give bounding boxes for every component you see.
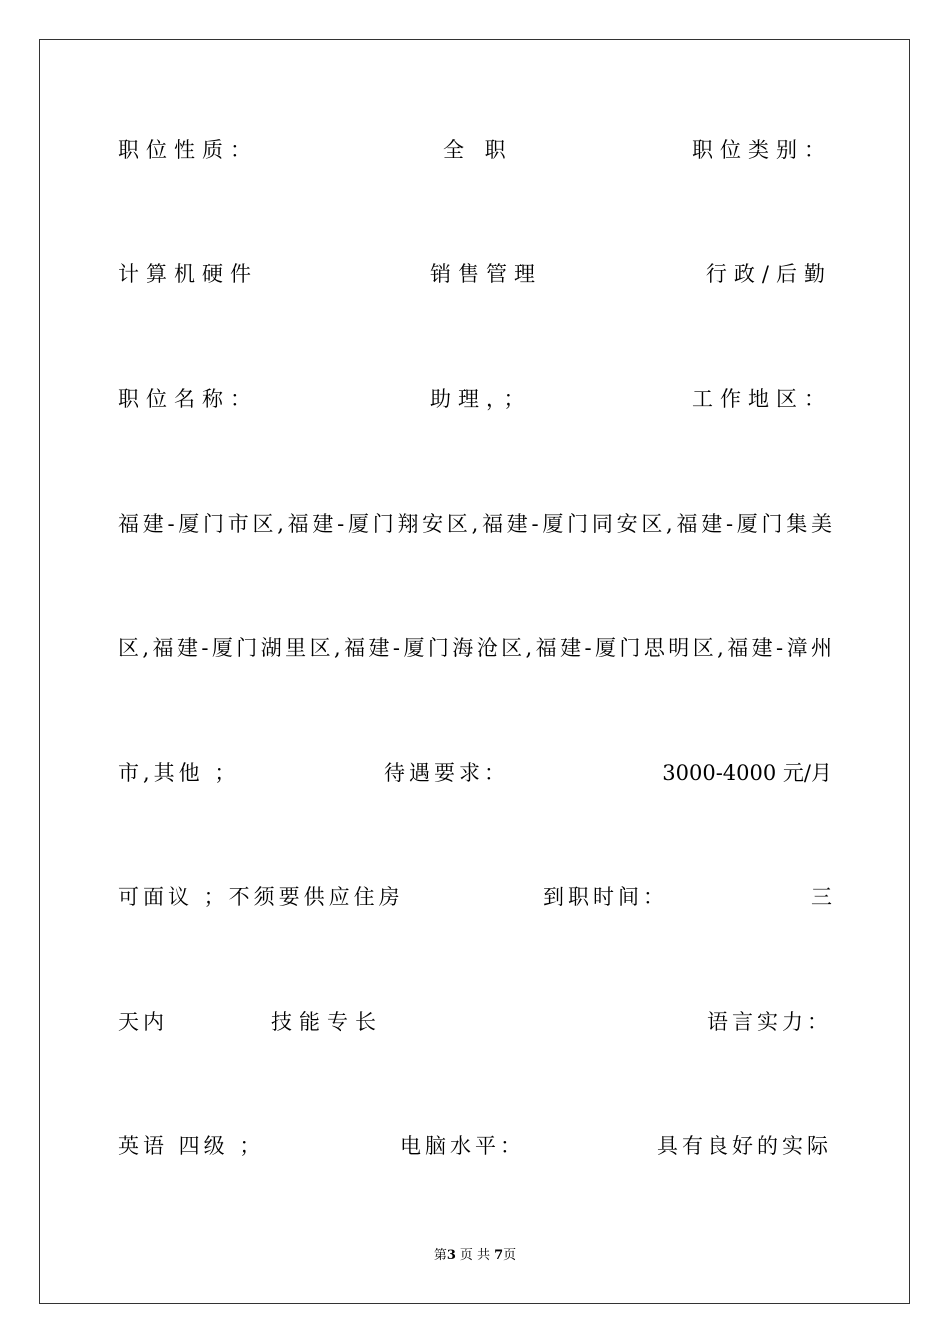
field-label: 电脑水平： xyxy=(400,1134,525,1158)
field-value: 销售管理 xyxy=(430,262,542,286)
field-value: 区,福建-厦门湖里区,福建-厦门海沧区,福建-厦门思明区,福建-漳州 xyxy=(118,636,832,660)
field-label: 语言实力： xyxy=(707,1010,832,1034)
field-value: 全 职 xyxy=(443,138,513,162)
field-label: 到职时间： xyxy=(543,885,668,909)
text-line xyxy=(118,882,832,912)
page-prefix: 第 xyxy=(433,1248,447,1263)
field-value: 市,其他 ； xyxy=(118,761,240,785)
field-value: 助理，； xyxy=(430,387,532,411)
page-suffix: 页 xyxy=(503,1248,517,1263)
field-value: 3000-4000 元/月 xyxy=(662,761,832,785)
field-value: 具有良好的实际 xyxy=(657,1134,832,1158)
field-value: 行政/后勤 xyxy=(705,262,832,286)
text-line xyxy=(118,1131,832,1161)
field-value: 三 xyxy=(811,885,832,909)
field-value: 英语 四级 ； xyxy=(118,1134,265,1158)
page-mid: 页 共 xyxy=(459,1248,491,1263)
field-value: 可面议 ；不须要供应住房 xyxy=(118,885,404,909)
field-value: 福建-厦门市区,福建-厦门翔安区,福建-厦门同安区,福建-厦门集美 xyxy=(118,512,832,536)
field-value: 天内 xyxy=(118,1010,168,1034)
text-line xyxy=(118,384,832,414)
field-label: 职位性质： xyxy=(118,138,258,162)
page-current: 3 xyxy=(446,1248,456,1263)
text-line xyxy=(118,758,832,788)
page-total: 7 xyxy=(494,1248,504,1263)
text-line xyxy=(118,259,832,289)
field-value: 计算机硬件 xyxy=(118,262,258,286)
field-label: 职位名称： xyxy=(118,387,258,411)
text-line xyxy=(118,633,832,663)
field-label: 工作地区： xyxy=(692,387,832,411)
field-label: 技能专长 xyxy=(271,1010,383,1034)
field-label: 待遇要求： xyxy=(384,761,509,785)
field-label: 职位类别： xyxy=(692,138,832,162)
page-footer xyxy=(0,1247,950,1265)
page-frame xyxy=(39,39,910,1304)
text-line xyxy=(118,509,832,539)
text-line xyxy=(118,1007,832,1037)
text-line xyxy=(118,135,832,165)
